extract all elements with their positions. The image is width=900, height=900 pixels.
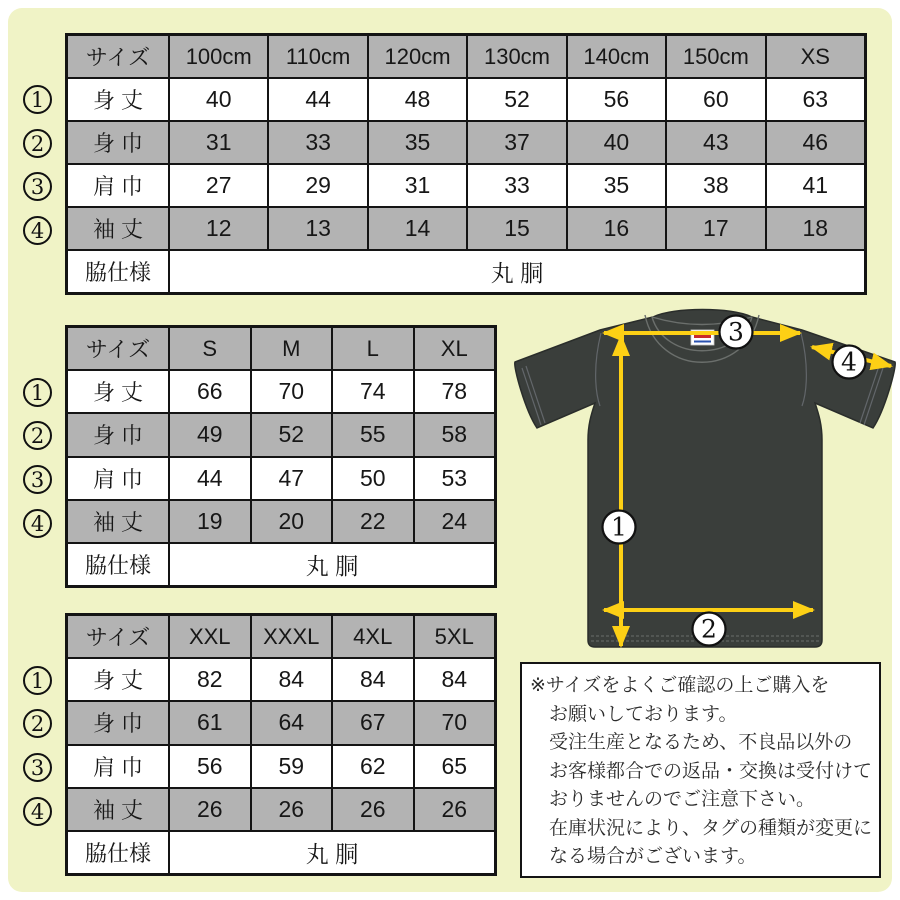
value-cell: 12: [170, 208, 267, 249]
value-cell: 14: [369, 208, 466, 249]
value-cell: 26: [333, 789, 413, 830]
value-cell: 58: [415, 414, 495, 455]
value-cell: 61: [170, 702, 250, 743]
value-cell: 67: [333, 702, 413, 743]
value-cell: 26: [170, 789, 250, 830]
value-cell: 74: [333, 371, 413, 412]
column-header-cell: 130cm: [468, 36, 565, 77]
row-label-cell: 袖 丈: [68, 208, 168, 249]
value-cell: 15: [468, 208, 565, 249]
value-cell: 31: [170, 122, 267, 163]
row-marker-4-icon: 4: [23, 797, 52, 826]
value-cell: 64: [252, 702, 332, 743]
value-cell: 29: [269, 165, 366, 206]
value-cell: 52: [468, 79, 565, 120]
row-marker-1-icon: 1: [23, 666, 52, 695]
size-header-cell: サイズ: [68, 616, 168, 657]
row-label-cell: 袖 丈: [68, 789, 168, 830]
value-cell: 26: [252, 789, 332, 830]
value-cell: 50: [333, 458, 413, 499]
row-marker-2-icon: 2: [23, 129, 52, 158]
value-cell: 56: [568, 79, 665, 120]
footer-value-cell: 丸 胴: [170, 251, 864, 292]
value-cell: 31: [369, 165, 466, 206]
value-cell: 20: [252, 501, 332, 542]
value-cell: 60: [667, 79, 764, 120]
value-cell: 27: [170, 165, 267, 206]
kids-size-table: [65, 33, 867, 295]
footer-value-cell: 丸 胴: [170, 544, 494, 585]
value-cell: 40: [170, 79, 267, 120]
value-cell: 82: [170, 659, 250, 700]
column-header-cell: 120cm: [369, 36, 466, 77]
row-label-cell: 身 巾: [68, 414, 168, 455]
note-line: おりませんのでご注意下さい。: [549, 789, 816, 810]
value-cell: 66: [170, 371, 250, 412]
row-marker-2-icon: 2: [23, 421, 52, 450]
value-cell: 26: [415, 789, 495, 830]
svg-text:3: 3: [728, 317, 744, 347]
value-cell: 35: [369, 122, 466, 163]
value-cell: 78: [415, 371, 495, 412]
value-cell: 17: [667, 208, 764, 249]
value-cell: 84: [252, 659, 332, 700]
value-cell: 84: [415, 659, 495, 700]
row-marker-3-icon: 3: [23, 465, 52, 494]
big-size-table: [65, 613, 497, 876]
svg-text:4: 4: [841, 347, 857, 377]
note-line: お願いしております。: [549, 703, 738, 725]
value-cell: 22: [333, 501, 413, 542]
value-cell: 33: [468, 165, 565, 206]
row-label-cell: 肩 巾: [68, 165, 168, 206]
value-cell: 24: [415, 501, 495, 542]
size-header-cell: サイズ: [68, 36, 168, 77]
value-cell: 19: [170, 501, 250, 542]
value-cell: 70: [252, 371, 332, 412]
value-cell: 18: [767, 208, 864, 249]
value-cell: 55: [333, 414, 413, 455]
column-header-cell: L: [333, 328, 413, 369]
row-marker-1-icon: 1: [23, 85, 52, 114]
value-cell: 84: [333, 659, 413, 700]
row-marker-3-icon: 3: [23, 172, 52, 201]
value-cell: 44: [269, 79, 366, 120]
row-label-cell: 袖 丈: [68, 501, 168, 542]
size-header-cell: サイズ: [68, 328, 168, 369]
value-cell: 40: [568, 122, 665, 163]
diagram-marker-1-icon: [603, 511, 636, 544]
column-header-cell: 4XL: [333, 616, 413, 657]
column-header-cell: M: [252, 328, 332, 369]
column-header-cell: XS: [767, 36, 864, 77]
row-marker-1-icon: 1: [23, 378, 52, 407]
adult-size-table: [65, 325, 497, 588]
footer-label-cell: 脇仕様: [68, 544, 168, 585]
value-cell: 59: [252, 746, 332, 787]
tshirt-measure-diagram: [505, 300, 900, 670]
note-line: お客様都合での返品・交換は受付けて: [549, 760, 873, 782]
value-cell: 65: [415, 746, 495, 787]
row-label-cell: 身 巾: [68, 702, 168, 743]
value-cell: 35: [568, 165, 665, 206]
row-label-cell: 肩 巾: [68, 746, 168, 787]
column-header-cell: S: [170, 328, 250, 369]
value-cell: 37: [468, 122, 565, 163]
row-marker-3-icon: 3: [23, 753, 52, 782]
value-cell: 53: [415, 458, 495, 499]
diagram-marker-3-icon: [720, 316, 753, 349]
value-cell: 63: [767, 79, 864, 120]
diagram-marker-2-icon: [693, 613, 726, 646]
value-cell: 48: [369, 79, 466, 120]
value-cell: 38: [667, 165, 764, 206]
svg-text:2: 2: [701, 614, 717, 644]
row-marker-4-icon: 4: [23, 216, 52, 245]
column-header-cell: 100cm: [170, 36, 267, 77]
column-header-cell: 140cm: [568, 36, 665, 77]
row-label-cell: 肩 巾: [68, 458, 168, 499]
column-header-cell: 150cm: [667, 36, 764, 77]
value-cell: 47: [252, 458, 332, 499]
value-cell: 44: [170, 458, 250, 499]
row-marker-2-icon: 2: [23, 709, 52, 738]
value-cell: 43: [667, 122, 764, 163]
note-line: 在庫状況により、タグの種類が変更に: [549, 817, 873, 839]
row-label-cell: 身 丈: [68, 371, 168, 412]
row-marker-4-icon: 4: [23, 509, 52, 538]
footer-label-cell: 脇仕様: [68, 251, 168, 292]
note-line: ※サイズをよくご確認の上ご購入を: [530, 675, 830, 696]
note-line: 受注生産となるため、不良品以外の: [549, 732, 853, 753]
column-header-cell: XL: [415, 328, 495, 369]
purchase-note: [520, 662, 881, 878]
value-cell: 56: [170, 746, 250, 787]
value-cell: 33: [269, 122, 366, 163]
column-header-cell: 110cm: [269, 36, 366, 77]
value-cell: 52: [252, 414, 332, 455]
column-header-cell: 5XL: [415, 616, 495, 657]
value-cell: 49: [170, 414, 250, 455]
column-header-cell: XXXL: [252, 616, 332, 657]
value-cell: 62: [333, 746, 413, 787]
footer-value-cell: 丸 胴: [170, 832, 494, 873]
value-cell: 41: [767, 165, 864, 206]
diagram-marker-4-icon: [833, 346, 866, 379]
svg-text:1: 1: [611, 512, 627, 542]
row-label-cell: 身 丈: [68, 79, 168, 120]
value-cell: 13: [269, 208, 366, 249]
note-line: なる場合がございます。: [549, 846, 757, 867]
row-label-cell: 身 丈: [68, 659, 168, 700]
value-cell: 70: [415, 702, 495, 743]
value-cell: 46: [767, 122, 864, 163]
footer-label-cell: 脇仕様: [68, 832, 168, 873]
row-label-cell: 身 巾: [68, 122, 168, 163]
value-cell: 16: [568, 208, 665, 249]
column-header-cell: XXL: [170, 616, 250, 657]
